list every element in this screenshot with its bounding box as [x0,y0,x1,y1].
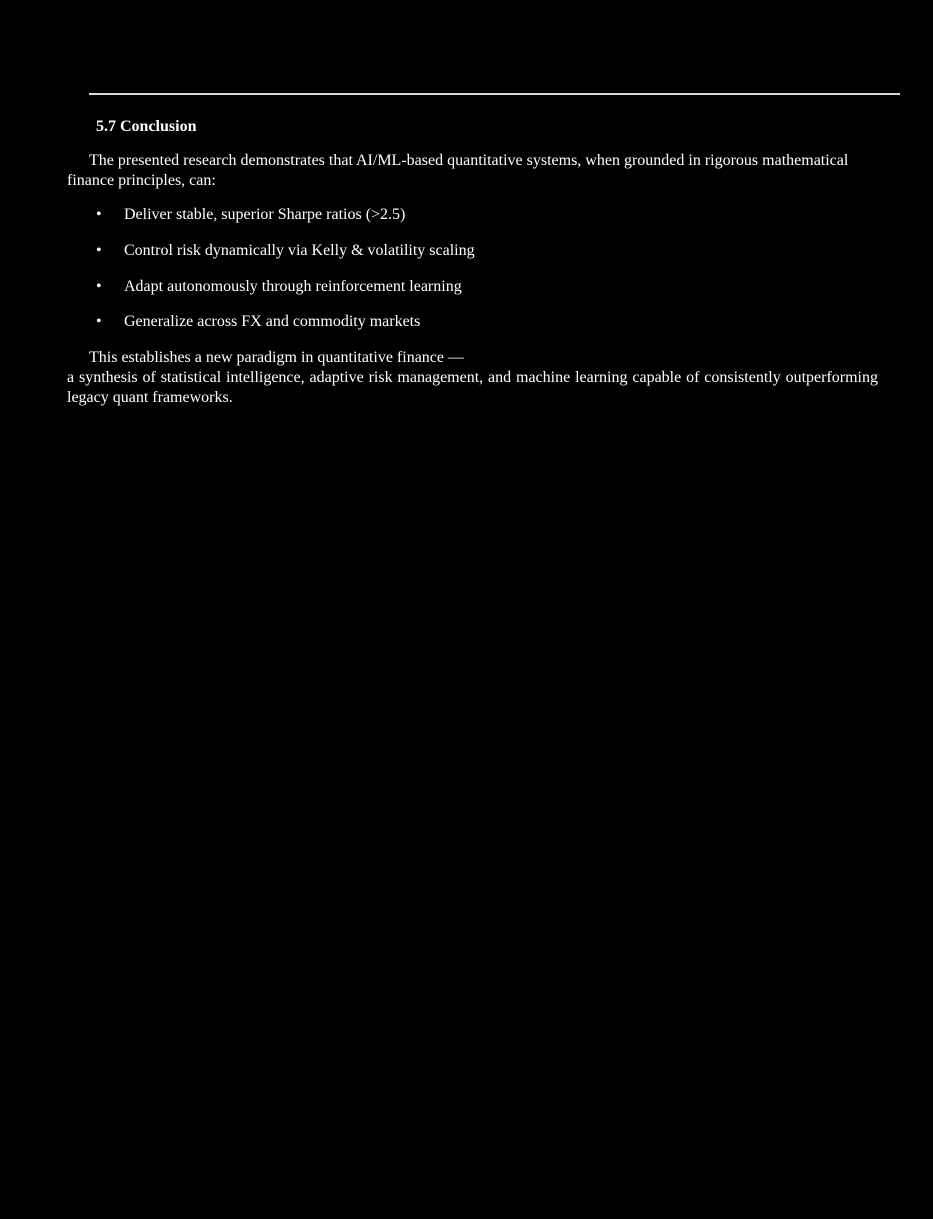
closing-first-line: This establishes a new paradigm in quantitative finance — [89,349,464,366]
list-item-text: Deliver stable, superior Sharpe ratios (>2.5) [124,206,406,223]
bullet-icon: • [96,313,102,330]
section-heading: 5.7 Conclusion [96,118,197,135]
list-item-text: Adapt autonomously through reinforcement learning [124,278,462,295]
closing-rest: a synthesis of statistical intelligence, adaptive risk management, and machine learning capable of consistently outperforming legacy quant frameworks. [67,369,878,406]
bullet-icon: • [96,278,102,295]
intro-paragraph: The presented research demonstrates that AI/ML-based quantitative systems, when grounded in rigorous mathematical finance principles, can: [67,152,849,189]
list-item-text: Control risk dynamically via Kelly & volatility scaling [124,242,475,259]
bullet-icon: • [96,242,102,259]
list-item-text: Generalize across FX and commodity markets [124,313,421,330]
closing-paragraph [67,348,878,408]
horizontal-rule [89,93,900,95]
bullet-icon: • [96,206,102,223]
